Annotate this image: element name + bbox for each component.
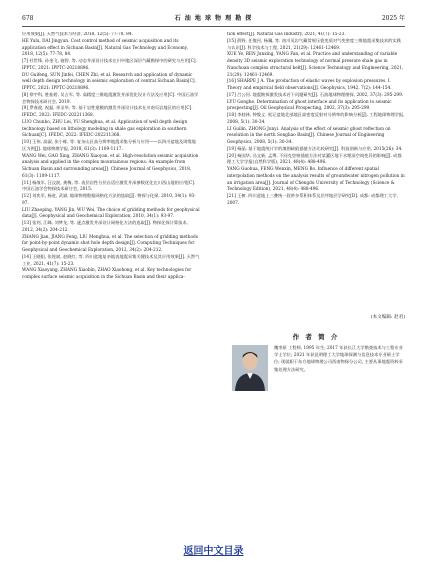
publication-year: 2025 年 (381, 15, 405, 22)
reference-entry: LI Guilin, ZHONG Junyi. Analysis of the effect of seismic ghost reflection on resolution in the north Songliao Basin[J]. Chinese Journal of Engineering Geophysics, 2008, 5(1): 30-34. (227, 126, 391, 145)
reference-entry: LUO Chunbo, ZHU Lei, YU Shenghua, et al. Application of well depth design technology based on lithology modeling in shale gas exploration in southern Sichuan[C]. IFEDC, 2022: IFEDC-202211368. (22, 119, 188, 139)
reference-entry: HE Yulu, DAI Jingyun. Cost control method of seismic acquisition and its application effect in Sichuan Basin[J]. Natural Gas Technology and Economy, 2018, 12(5): 77-78, 84. (22, 38, 188, 58)
reference-entry: [16] SHARPE J A. The production of elastic waves by explosion pressures. I. Theory and empirical field observations[J]. Geophysics, 1942, 7(2): 144-154. (227, 79, 392, 91)
reference-entry: LIU Zhaoping, YANG Jin, WU Wei. The choice of gridding methods for geophysical data[J]. Geophysical and Geochemical Exploration, 2010, 34(1): 93-97. (22, 207, 200, 220)
reference-entry: [21] 王树. 四川盆地上三叠统一段带多系积体系及层序地层学研究[D]. 成都: 成都理工大学, 2007. (227, 194, 398, 206)
references-left-column (22, 32, 200, 504)
reference-entry: DU Guifeng, SUN Jinfei, CHEN Zhi, et al. Research and application of dynamic well depth design technology in seismic exploration of central Sichuan Basin[C]. IPPTC, 2021: IPPTC-20218896. (22, 72, 196, 91)
reference-entry: [14] 王晓阳, 张锐斌, 赵晓红, 等. 四川盆地复杂地表地震采集关键技术及其应用效果[J]. 天然气工业, 2021, 41(7): 15-23. (22, 254, 200, 267)
references-right-column (227, 32, 405, 314)
reference-entry: [20] 杨国华, 冯文新, 孟博. 不同克里格插值方法对某灌区地下水埋深空间变异的影响[J]. 成都理工大学学报(自然科学版), 2021, 48(4): 488-496. (227, 153, 402, 166)
author-biography: 魏李原 工程师, 1995 年生; 2017 年获长江大学勘查技术与工程专业学士学位; 2021 年获昆明理工大学地球探测与信息技术专业硕士学位; 现就职于东方地球物理公司西南物探分公司, 主要从事地震资料采集处理方法研究。 (274, 346, 403, 373)
reference-entry: [18] 李桂林, 钟俊义. 松辽盆地北部地区高密度反射对分辨率的影响分析[J]. 工程地球物理学报, 2008, 5(1): 30-34. (227, 113, 405, 125)
reference-entry: [7] 杜世锋, 孙金飞, 施智, 等. 动态井深设计技术在川中地区深层气藏勘探中的研究与应用[C]. IPPTC, 2021: IPPTC-20218896. (22, 59, 197, 71)
reference-entry: [15] 薛野, 任俊河, 杨骥, 等. 南川页岩气藏常规压裂变质对气变密度三维地震采集技术的实践与认识[J]. 科学技术与工程, 2021, 21(29): 12461-12469. (227, 38, 401, 51)
reference-entry: [12] 刘兆军, 杨进, 武斌. 地球物理数据网格化方法的选取[J]. 物探与化探, 2010, 34(1): 93-97. (22, 194, 196, 206)
return-to-toc-link[interactable]: 返回中文目录 (183, 546, 244, 557)
reference-entry: [10] 王伟, 高淑, 张小栋, 等. 复杂山区高分辨率地震采集分析与应用——以四川盆地及周缘地区为例[J]. 地球物理学报, 2018, 61(3): 1109-1117. (22, 140, 196, 152)
reference-entry: tion effect[J]. Natural Gas Industry, 2021, 41(7): 15-23. (227, 32, 346, 37)
journal-title: 石 油 地 球 物 理 勘 探 (174, 15, 253, 22)
author-photo (232, 345, 268, 391)
page-number: 678 (22, 15, 34, 22)
reference-entry: [11] 杨战军, 汪汶波, 龚梅, 等. 表层岩性分层自适应激发井深参数优化在川西山地的应用[C]. 中国石油学会物探技术研讨会, 2015. (22, 180, 196, 193)
reference-entry: WANG Xiaoyang, ZHANG Xiaobin, ZHAO Xiaohong, et al. Key technologies for complex surface seismic acquisition in the Sichuan Basin and their applica- (22, 268, 192, 280)
editor-note: (本文编辑: 赵君) (370, 315, 405, 320)
reference-entry: XUE Ye, REN Junxing, YANG Fan, et al. Practice and understanding of variable density 3D seismic exploration technology of normal pressure shale gas in Nanchuan complex structural belt[J]. Science Technology and Engineering, 2021, 21(29): 12461-12469. (227, 52, 404, 78)
reference-entry: WANG Wei, GAO Xing, ZHANG Xiaoyan, et al. High-resolution seismic acquisition analysis and applied in the complex mountainous regions: An example from Sichuan Basin and surrounding areas[J]. Chinese Journal of Geophysics, 2018, 61(3): 1109-1117. (22, 153, 199, 179)
reference-entry: 应用效果[J]. 天然气技术与经济, 2018, 12(5): 77-78, 84. (22, 32, 133, 37)
author-portrait-image (232, 345, 268, 391)
running-header (22, 12, 405, 27)
reference-entry: YANG Guohua, FENG Wenxin, MENG Bo. Influence of different spatial interpolation methods on the analysis results of groundwater nitrogen pollution in an irrigation area[J]. Journal of Chengdu University of Technology (Science & Technology Edition), 2021, 48(4): 488-496. (227, 167, 405, 193)
reference-entry: [13] 张剑, 江峰, 刘梦龙, 等. 逐点激发井深设计网格化方法的选取[J]. 物探化探计算技术, 2012, 34(2): 204-212. (22, 221, 188, 233)
reference-entry: ZHANG Jian, JIANG Feng, LIU Menghua, et al. The selection of gridding methods for point-by-point dynamic shot hole depth design[J]. Computing Techniques for Geophysical and Geochemical Exploration, 2012, 34(2): 204-212. (22, 234, 198, 253)
reference-entry: [9] 罗春波, 祝磊, 余圣华, 等. 基于岩性建模的激发井深设计技术在川南页岩地区的应用[C]. IFEDC, 2022: IFEDC-202211368. (22, 106, 193, 118)
reference-entry: LYU Gonghe. Determination of ghost interface and its application to seismic prospecting[J]. Oil Geophysical Prospecting, 2002, 37(3): 295-299. (227, 99, 392, 112)
reference-entry: [19] 杨晶. 基于地震统计学的填图缺陷插值方法比较研究[J]. 科技创新与应用, 2015(26): 34. (227, 146, 403, 152)
authors-section-title: 作 者 简 介 (292, 333, 340, 341)
reference-entry: [8] 徐宇科, 胜桂碧, 吴占军, 等. 高精度三维地震激发井深优化设计方法及应用[C]. 中国石油学会物探技术研讨会, 2019. (22, 92, 199, 105)
reference-entry: [17] 吕公河. 地震勘探激发技术若干问题研究[J]. 石油地球物理勘探, 2002, 37(3): 295-299. (227, 92, 404, 98)
